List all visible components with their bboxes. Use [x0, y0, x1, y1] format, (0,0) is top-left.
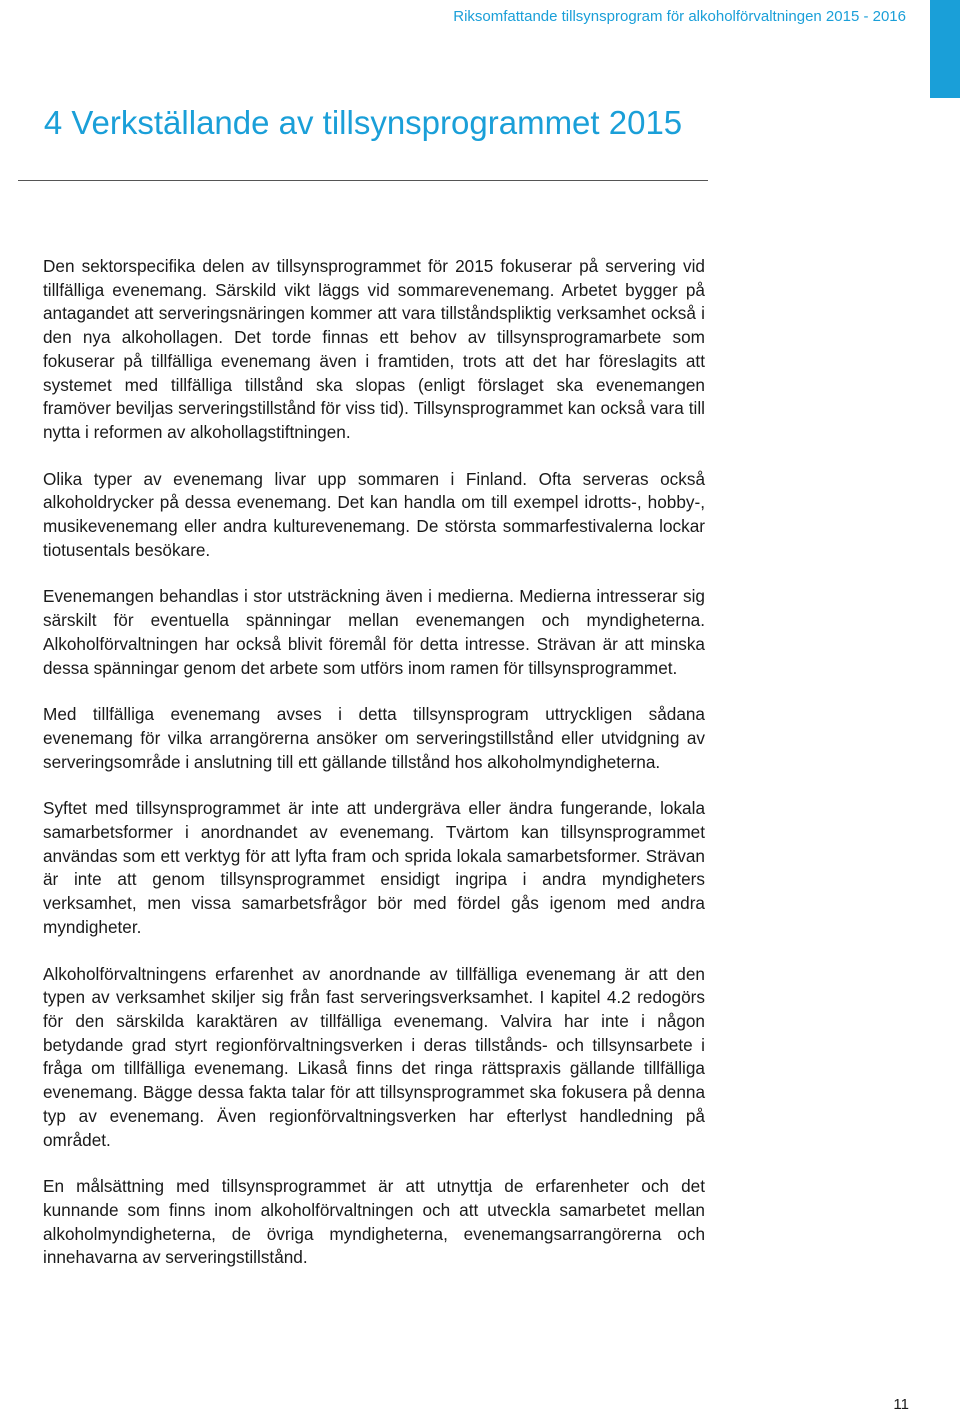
paragraph: Evenemangen behandlas i stor utsträckning även i medierna. Medierna intresserar sig särskilt för eventuella spänningar mellan evenemangen och myndigheterna. Alkoholförvaltningen har också blivit föremål för detta intresse. Strävan är att minska dessa spänningar genom det arbete som utförs inom ramen för tillsynsprogrammet.	[43, 586, 705, 678]
paragraph: En målsättning med tillsynsprogrammet är att utnyttja de erfarenheter och det kunnande som finns inom alkoholförvaltningen och att utveckla samarbetet mellan alkoholmyndigheterna, de övriga myndigheterna, evenemangsarrangörerna och innehavarna av serveringstillstånd.	[43, 1176, 705, 1268]
chapter-heading: 4 Verkställande av tillsynsprogrammet 2015	[43, 104, 683, 141]
heading-rule	[18, 180, 708, 181]
body-text	[43, 255, 705, 1293]
paragraph: Syftet med tillsynsprogrammet är inte att undergräva eller ändra fungerande, lokala samarbetsformer i anordnandet av evenemang. Tvärtom kan tillsynsprogrammet användas som ett verktyg för att lyfta fram och sprida lokala samarbetsformer. Strävan är inte att genom tillsynsprogrammet ensidigt ingripa i andra myndigheters verksamhet, men vissa samarbetsfrågor bör med fördel gås igenom med andra myndigheter.	[43, 798, 705, 937]
paragraph: Den sektorspecifika delen av tillsynsprogrammet för 2015 fokuserar på servering vid tillfälliga evenemang. Särskild vikt läggs vid sommarevenemang. Arbetet bygger på antagandet att serveringsnäringen kommer att vara tillståndspliktig verksamhet också i den nya alkohollagen. Det torde finnas ett behov av tillsynsprogramarbete som fokuserar på tillfälliga evenemang även i framtiden, trots att det har föreslagits att systemet med tillfälliga tillstånd ska slopas (enligt förslaget ska evenemangen framöver beviljas serveringstillstånd för viss tid). Tillsynsprogrammet kan också vara till nytta i reformen av alkohollagstiftningen.	[43, 256, 705, 442]
paragraph: Med tillfälliga evenemang avses i detta tillsynsprogram uttryckligen sådana evenemang för vilka arrangörerna ansöker om serveringstillstånd eller utvidgning av serveringsområde i anslutning till ett gällande tillstånd hos alkoholmyndigheterna.	[43, 704, 705, 772]
paragraph: Olika typer av evenemang livar upp sommaren i Finland. Ofta serveras också alkoholdrycker på dessa evenemang. Det kan handla om till exempel idrotts-, hobby-, musikevenemang eller andra kulturevenemang. De största sommarfestivalerna lockar tiotusentals besökare.	[43, 468, 705, 560]
paragraph: Alkoholförvaltningens erfarenhet av anordnande av tillfälliga evenemang är att den typen av verksamhet skiljer sig från fast serveringsverksamhet. I kapitel 4.2 redogörs för den särskilda karaktären av tillfälliga evenemang. Valvira har inte i någon betydande grad styrt regionförvaltningsverken i deras tillstånds- och tillsynsarbete i fråga om tillfälliga evenemang. Likaså finns det ringa rättspraxis gällande tillfälliga evenemang. Bägge dessa fakta talar för att tillsynsprogrammet ska fokusera på denna typ av evenemang. Även regionförvaltningsverken har efterlyst handledning på området.	[43, 963, 705, 1150]
corner-accent-block	[930, 0, 960, 98]
page-number: 11	[893, 1396, 909, 1413]
running-header: Riksomfattande tillsynsprogram för alkoholförvaltningen 2015 - 2016	[453, 8, 906, 25]
